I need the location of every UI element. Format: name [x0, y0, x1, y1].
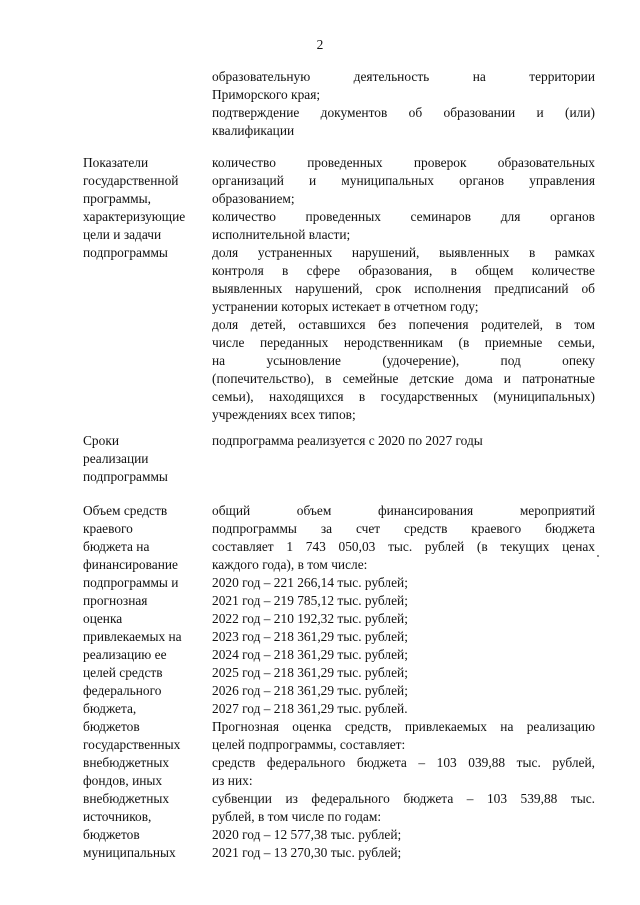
label-line: финансирование — [83, 557, 178, 572]
label-line: Объем средств — [83, 503, 168, 518]
text-line: составляет 1 743 050,03 тыс. рублей (в текущих ценах — [212, 539, 595, 554]
label-line: прогнозная — [83, 593, 148, 608]
label-line: целей средств — [83, 665, 163, 680]
label-line: фондов, иных — [83, 773, 163, 788]
section-text-funding — [212, 502, 595, 862]
label-line: реализации — [83, 451, 149, 466]
text-line: квалификации — [212, 123, 295, 138]
text-line: 2027 год – 218 361,29 тыс. рублей. — [212, 701, 408, 716]
label-line: бюджетов — [83, 827, 140, 842]
text-line: Прогнозная оценка средств, привлекаемых на реализацию — [212, 719, 595, 734]
label-line: Показатели — [83, 155, 149, 170]
text-line: рублей, в том числе по годам: — [212, 809, 382, 824]
label-line: подпрограммы и — [83, 575, 179, 590]
section-label-indicators — [83, 154, 201, 262]
text-line: целей подпрограммы, составляет: — [212, 737, 406, 752]
text-line: средств федерального бюджета – 103 039,88 тыс. рублей, — [212, 755, 595, 770]
label-line: государственных — [83, 737, 181, 752]
section-text-indicators — [212, 154, 595, 424]
text-line: числе переданных неродственникам (в приемные семьи, — [212, 335, 595, 350]
text-line: 2023 год – 218 361,29 тыс. рублей; — [212, 629, 408, 644]
text-line: устранении которых истекает в отчетном году; — [212, 299, 479, 314]
text-line: общий объем финансирования мероприятий — [212, 503, 595, 518]
text-line: 2020 год – 221 266,14 тыс. рублей; — [212, 575, 408, 590]
text-line: Приморского края; — [212, 87, 321, 102]
label-line: краевого — [83, 521, 133, 536]
text-line: образованием; — [212, 191, 295, 206]
text-line: 2021 год – 13 270,30 тыс. рублей; — [212, 845, 402, 860]
section-label-funding — [83, 502, 201, 862]
label-line: привлекаемых на — [83, 629, 182, 644]
text-line: подпрограммы за счет средств краевого бюджета — [212, 521, 595, 536]
text-line: доля устраненных нарушений, выявленных в рамках — [212, 245, 595, 260]
text-line: 2021 год – 219 785,12 тыс. рублей; — [212, 593, 408, 608]
label-line: характеризующие — [83, 209, 186, 224]
text-line: (попечительство), в семейные детские дома и патронатные — [212, 371, 595, 386]
label-line: государственной — [83, 173, 179, 188]
label-line: внебюджетных — [83, 791, 170, 806]
label-line: бюджетов — [83, 719, 140, 734]
text-line: доля детей, оставшихся без попечения родителей, в том — [212, 317, 595, 332]
text-line: контроля в сфере образования, в общем количестве — [212, 263, 595, 278]
label-line: бюджета на — [83, 539, 150, 554]
text-line: семьи), находящихся в государственных (муниципальных) — [212, 389, 595, 404]
text-line: подтверждение документов об образовании и (или) — [212, 105, 595, 120]
text-line: количество проведенных семинаров для органов — [212, 209, 595, 224]
label-line: программы, — [83, 191, 151, 206]
text-line: 2025 год – 218 361,29 тыс. рублей; — [212, 665, 408, 680]
section-text-timeline — [212, 432, 595, 450]
label-line: цели и задачи — [83, 227, 162, 242]
text-line: количество проведенных проверок образовательных — [212, 155, 595, 170]
label-line: бюджета, — [83, 701, 137, 716]
label-line: Сроки — [83, 433, 119, 448]
text-line: учреждениях всех типов; — [212, 407, 356, 422]
text-line: субвенции из федерального бюджета – 103 539,88 тыс. — [212, 791, 595, 806]
label-line: оценка — [83, 611, 123, 626]
section-label-timeline — [83, 432, 201, 486]
label-line: подпрограммы — [83, 469, 168, 484]
text-line: выявленных нарушений, срок исполнения предписаний об — [212, 281, 595, 296]
page-number: 2 — [316, 37, 324, 52]
text-line: образовательную деятельность на территории — [212, 69, 595, 84]
text-line: 2020 год – 12 577,38 тыс. рублей; — [212, 827, 402, 842]
label-line: реализацию ее — [83, 647, 167, 662]
label-line: подпрограммы — [83, 245, 168, 260]
section-text-continuation — [212, 68, 595, 140]
text-line: 2022 год – 210 192,32 тыс. рублей; — [212, 611, 408, 626]
margin-mark — [597, 555, 599, 557]
text-line: 2026 год – 218 361,29 тыс. рублей; — [212, 683, 408, 698]
text-line: исполнительной власти; — [212, 227, 351, 242]
label-line: внебюджетных — [83, 755, 170, 770]
label-line: источников, — [83, 809, 152, 824]
label-line: федерального — [83, 683, 162, 698]
text-line: из них: — [212, 773, 253, 788]
label-line: муниципальных — [83, 845, 176, 860]
text-line: 2024 год – 218 361,29 тыс. рублей; — [212, 647, 408, 662]
text-line: организаций и муниципальных органов управления — [212, 173, 595, 188]
text-line: на усыновление (удочерение), под опеку — [212, 353, 595, 368]
text-line: каждого года), в том числе: — [212, 557, 368, 572]
text-line: подпрограмма реализуется с 2020 по 2027 годы — [212, 433, 483, 448]
